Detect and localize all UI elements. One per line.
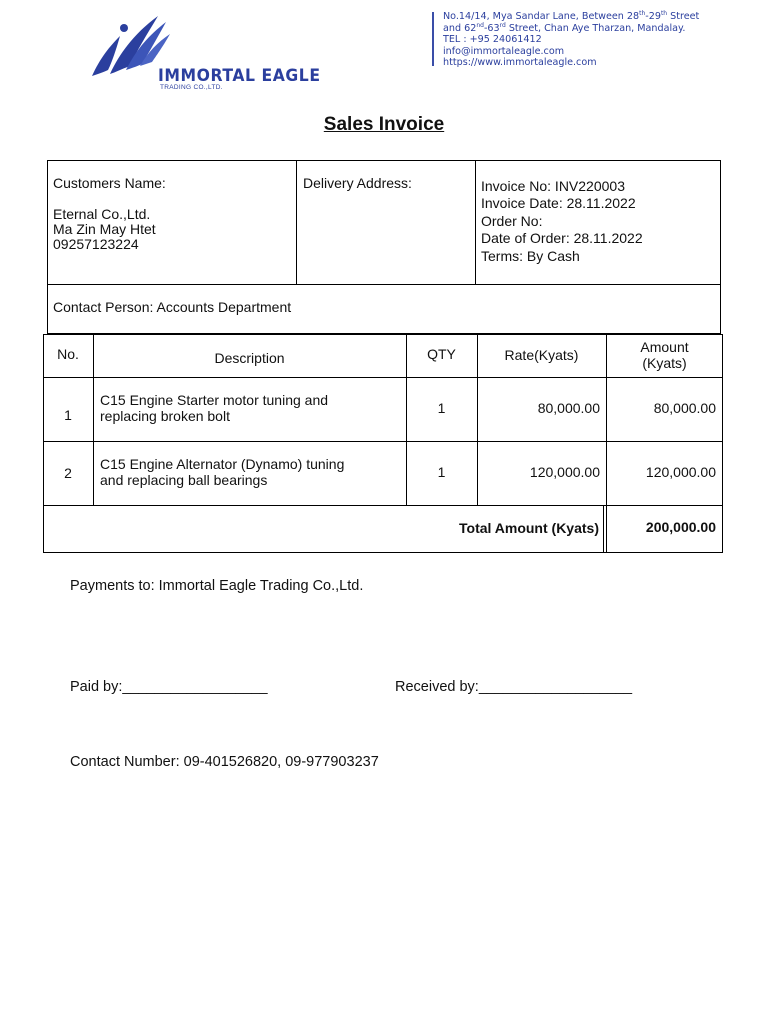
order-date: Date of Order: 28.11.2022 — [481, 230, 643, 246]
customer-person: Ma Zin May Htet — [53, 221, 156, 237]
payments-to: Payments to: Immortal Eagle Trading Co.,Ltd. — [70, 578, 364, 594]
address-website: https://www.immortaleagle.com — [443, 57, 597, 69]
address-phone: TEL : +95 24061412 — [443, 34, 542, 46]
row-2-description-cont: and replacing ball bearings — [100, 472, 268, 488]
received-by-line: Received by:___________________ — [395, 679, 633, 695]
order-number: Order No: — [481, 213, 543, 229]
header-amount-unit: (Kyats) — [642, 355, 687, 371]
address-line-2: and 62nd-63rd Street, Chan Aye Tharzan, Mandalay. — [443, 21, 686, 34]
row-1-description-cont: replacing broken bolt — [100, 408, 230, 424]
row-1-no: 1 — [64, 407, 72, 423]
total-label-border — [603, 505, 604, 553]
row-2-no: 2 — [64, 465, 72, 481]
row-2-rate: 120,000.00 — [529, 464, 600, 480]
info-divider-v1 — [296, 160, 297, 284]
invoice-title: Sales Invoice — [323, 114, 445, 135]
payment-terms: Terms: By Cash — [481, 248, 580, 264]
table-row-line-3 — [43, 505, 723, 506]
row-1-rate: 80,000.00 — [537, 400, 600, 416]
row-1-amount: 80,000.00 — [653, 400, 716, 416]
address-line-1: No.14/14, Mya Sandar Lane, Between 28th-29th Street — [443, 9, 700, 22]
header-amount: Amount — [640, 339, 689, 355]
address-email: info@immortaleagle.com — [443, 45, 565, 57]
company-address — [443, 11, 699, 69]
header-qty: QTY — [427, 346, 456, 362]
customer-phone: 09257123224 — [53, 236, 139, 252]
row-1-qty: 1 — [437, 400, 446, 416]
row-2-qty: 1 — [437, 464, 446, 480]
info-divider-h — [47, 284, 721, 285]
table-row-line-2 — [43, 441, 723, 442]
header-rate: Rate(Kyats) — [504, 347, 579, 363]
header-no: No. — [57, 346, 79, 362]
company-name: IMMORTAL EAGLE — [158, 66, 321, 86]
contact-number: Contact Number: 09-401526820, 09-977903237 — [70, 754, 379, 770]
row-2-description: C15 Engine Alternator (Dynamo) tuning — [100, 456, 345, 472]
total-label: Total Amount (Kyats) — [459, 520, 599, 536]
invoice-date: Invoice Date: 28.11.2022 — [481, 195, 636, 211]
row-2-amount: 120,000.00 — [645, 464, 716, 480]
customer-label: Customers Name: — [53, 175, 166, 191]
row-1-description: C15 Engine Starter motor tuning and — [100, 392, 329, 408]
paid-by-line: Paid by:__________________ — [70, 679, 268, 695]
invoice-number: Invoice No: INV220003 — [481, 178, 625, 194]
contact-person: Contact Person: Accounts Department — [53, 299, 292, 315]
header-description: Description — [214, 350, 285, 366]
company-subname: TRADING CO.,LTD. — [160, 84, 223, 91]
total-value: 200,000.00 — [645, 519, 716, 535]
customer-company: Eternal Co.,Ltd. — [53, 206, 151, 222]
address-divider — [432, 12, 434, 66]
info-divider-v2 — [475, 160, 476, 284]
table-row-line-1 — [43, 377, 723, 378]
delivery-address-label: Delivery Address: — [303, 175, 412, 191]
